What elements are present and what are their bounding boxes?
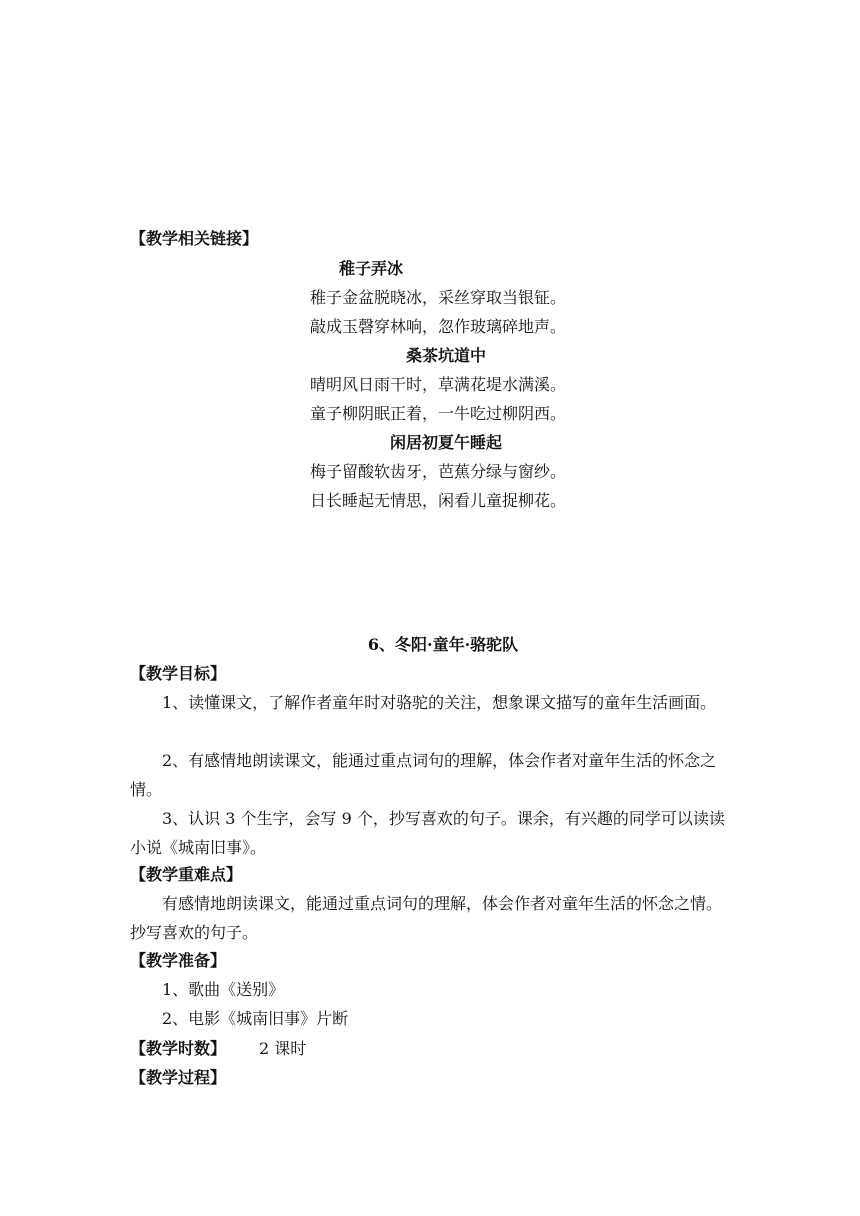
- difficulty-text: 有感情地朗读课文，能通过重点词句的理解，体会作者对童年生活的怀念之情。抄写喜欢的句子。: [130, 894, 723, 942]
- poem-line: 日长睡起无情思，闲看儿童捉柳花。: [310, 491, 567, 510]
- poem-line: 敲成玉磬穿林响，忽作玻璃碎地声。: [310, 317, 567, 336]
- poem-line: 梅子留酸软齿牙，芭蕉分绿与窗纱。: [310, 462, 567, 481]
- goal-item: 1、读懂课文，了解作者童年时对骆驼的关注，想象课文描写的童年生活画面。: [162, 693, 717, 712]
- difficulty-heading: 【教学重难点】: [130, 865, 243, 884]
- goal-item: 2、有感情地朗读课文，能通过重点词句的理解，体会作者对童年生活的怀念之情。: [130, 751, 717, 799]
- prep-heading: 【教学准备】: [130, 951, 227, 970]
- links-heading: 【教学相关链接】: [130, 229, 259, 248]
- poem-title: 桑茶坑道中: [405, 346, 486, 365]
- prep-item: 2、电影《城南旧事》片断: [162, 1009, 349, 1028]
- poem-line: 童子柳阴眠正着，一牛吃过柳阴西。: [310, 404, 567, 423]
- goals-heading: 【教学目标】: [130, 664, 227, 683]
- hours-value: 2 课时: [259, 1039, 307, 1058]
- prep-item: 1、歌曲《送别》: [162, 980, 285, 999]
- poem-title: 稚子弄冰: [338, 259, 403, 278]
- poem-title: 闲居初夏午睡起: [389, 433, 502, 452]
- goal-item: 3、认识 3 个生字，会写 9 个，抄写喜欢的句子。课余，有兴趣的同学可以读读小说《城南旧事》。: [130, 809, 725, 857]
- lesson-title: 6、冬阳·童年·骆驼队: [367, 635, 519, 654]
- process-heading: 【教学过程】: [130, 1068, 227, 1087]
- poem-line: 稚子金盆脱晓冰，采丝穿取当银钲。: [310, 288, 567, 307]
- poem-line: 晴明风日雨干时，草满花堤水满溪。: [310, 375, 567, 394]
- hours-heading: 【教学时数】: [130, 1039, 227, 1058]
